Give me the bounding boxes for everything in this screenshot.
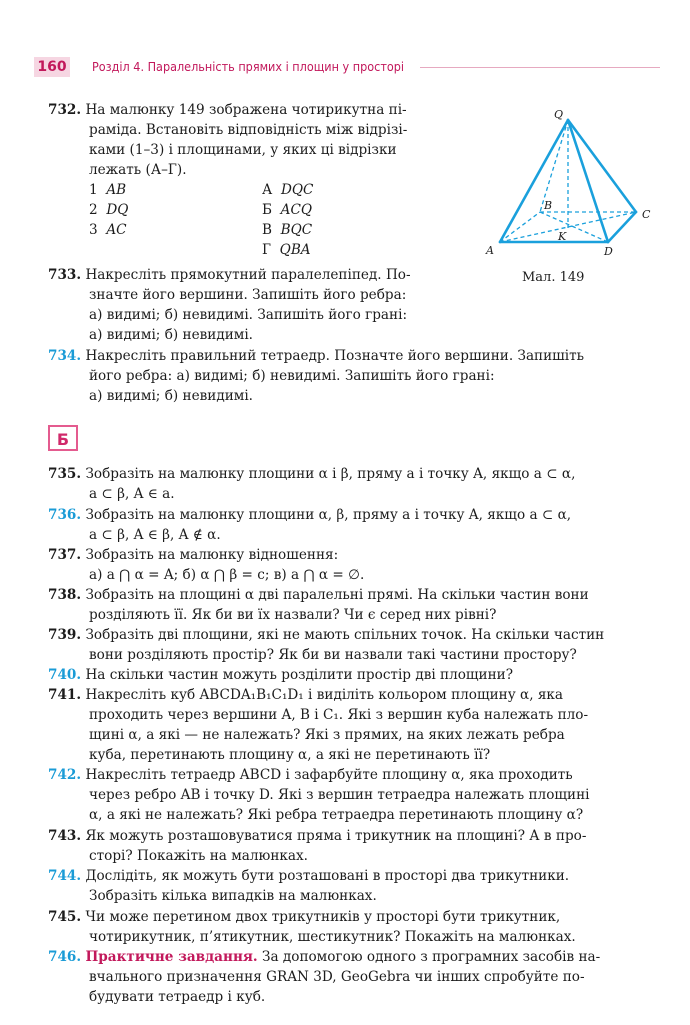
label-K: K: [558, 230, 567, 243]
match-left-2: [89, 200, 128, 220]
exercise-number: 741.: [48, 687, 82, 703]
text-line: a ⊂ β, A ∈ β, A ∉ α.: [89, 527, 221, 543]
edge-QC: [568, 120, 636, 212]
exercise-number: 732.: [48, 102, 82, 118]
text-line: чотирикутник, п’ятикутник, шестикутник? Покажіть на малюнках.: [89, 929, 576, 945]
text-line: значте його вершини. Запишіть його ребра:: [89, 287, 407, 303]
exercise-number: 746.: [48, 949, 82, 965]
edge-AB: [500, 212, 540, 242]
text-line: щині α, а які — не належать? Які з прямих, на яких лежать ребра: [89, 727, 565, 743]
running-title: Розділ 4. Паралельність прямих і площин у просторі: [92, 59, 405, 74]
label-Q: Q: [554, 108, 564, 121]
text-line: а) видимі; б) невидимі.: [89, 327, 253, 343]
exercise-733-line: [48, 265, 411, 285]
match-right-b: [262, 200, 312, 220]
segment: DQ: [106, 202, 129, 218]
text: Чи може перетином двох трикутників у просторі бути трикутник,: [85, 909, 561, 925]
text-line: a ⊂ β, A ∈ a.: [89, 486, 175, 502]
match-right-g: [262, 240, 311, 260]
exercise-732-line: [48, 100, 407, 120]
diagonal-BD: [540, 212, 608, 242]
exercise-number: 735.: [48, 466, 82, 482]
text: Як можуть розташовуватися пряма і трикутник на площині? А в про-: [85, 828, 587, 844]
text: Накресліть прямокутний паралелепіпед. По-: [85, 267, 411, 283]
exercise-743-line: [48, 826, 586, 846]
match-right-v: [262, 220, 312, 240]
figure-149: [478, 100, 668, 270]
text-line: куба, перетинають площину α, а які не перетинають її?: [89, 747, 491, 763]
practical-task-label: Практичне завдання.: [85, 949, 258, 965]
text-line: розділяють її. Як би ви їх назвали? Чи є серед них рівні?: [89, 607, 497, 623]
exercise-number: 739.: [48, 627, 82, 643]
exercise-number: 745.: [48, 909, 82, 925]
text-line: через ребро AB і точку D. Які з вершин тетраедра належать площині: [89, 787, 590, 803]
match-left-1: [89, 180, 126, 200]
edge-QD: [568, 120, 608, 242]
exercise-741-line: [48, 685, 563, 705]
text-line: лежать (А–Г).: [89, 162, 187, 178]
header-rule: [420, 67, 660, 68]
exercise-number: 743.: [48, 828, 82, 844]
exercise-number: 733.: [48, 267, 82, 283]
text: На скільки частин можуть розділити простір дві площини?: [85, 667, 514, 683]
match-left-3: [89, 220, 127, 240]
label: 3: [89, 222, 98, 238]
plane: QBA: [279, 242, 311, 258]
segment: AC: [106, 222, 127, 238]
text: Дослідіть, як можуть бути розташовані в просторі два трикутники.: [85, 868, 570, 884]
text: Зобразіть на площині α дві паралельні прямі. На скільки частин вони: [85, 587, 589, 603]
exercise-number: 737.: [48, 547, 82, 563]
text: На малюнку 149 зображена чотирикутна пі-: [85, 102, 407, 118]
exercise-number: 738.: [48, 587, 82, 603]
text: Накресліть тетраедр ABCD і зафарбуйте площину α, яка проходить: [85, 767, 573, 783]
text-line: а) a ⋂ α = A; б) α ⋂ β = c; в) a ⋂ α = ∅.: [89, 567, 365, 583]
text: Зобразіть на малюнку площини α, β, пряму a і точку A, якщо a ⊂ α,: [85, 507, 572, 523]
match-right-a: [262, 180, 313, 200]
exercise-number: 736.: [48, 507, 82, 523]
text: Зобразіть на малюнку площини α і β, пряму a і точку A, якщо a ⊂ α,: [85, 466, 576, 482]
page-header: [0, 57, 690, 79]
text-line: α, а які не належать? Які ребра тетраедра перетинають площину α?: [89, 807, 584, 823]
text-line: раміда. Встановіть відповідність між відрізі-: [89, 122, 408, 138]
exercise-734-line: [48, 346, 584, 366]
exercise-740-line: [48, 665, 513, 685]
figure-caption: Мал. 149: [522, 270, 585, 285]
exercise-735-line: [48, 464, 575, 484]
section-tag: Б: [48, 425, 78, 451]
text-line: а) видимі; б) невидимі. Запишіть його грані:: [89, 307, 408, 323]
exercise-number: 744.: [48, 868, 82, 884]
exercise-number: 734.: [48, 348, 82, 364]
exercise-744-line: [48, 866, 569, 886]
plane: DQC: [280, 182, 314, 198]
text-line: Зобразіть кілька випадків на малюнках.: [89, 888, 377, 904]
text-line: вони розділяють простір? Як би ви назвали такі частини простору?: [89, 647, 577, 663]
text: За допомогою одного з програмних засобів на-: [257, 949, 601, 965]
exercise-number: 742.: [48, 767, 82, 783]
label-B: B: [544, 199, 553, 212]
exercise-739-line: [48, 625, 604, 645]
pyramid-diagram: [478, 100, 668, 270]
text-line: сторі? Покажіть на малюнках.: [89, 848, 308, 864]
exercise-745-line: [48, 907, 560, 927]
label: А: [262, 182, 273, 198]
label-D: D: [604, 245, 613, 258]
text-line: вчального призначення GRAN 3D, GeoGebra чи інших спробуйте по-: [89, 969, 585, 985]
exercise-736-line: [48, 505, 571, 525]
page-number: 160: [34, 57, 70, 77]
exercise-737-line: [48, 545, 338, 565]
label-C: C: [642, 208, 651, 221]
text-line: його ребра: а) видимі; б) невидимі. Запишіть його грані:: [89, 368, 495, 384]
text-line: а) видимі; б) невидимі.: [89, 388, 253, 404]
text: Зобразіть на малюнку відношення:: [85, 547, 339, 563]
exercise-746-line: [48, 947, 600, 967]
label-A: A: [486, 244, 494, 257]
text-line: проходить через вершини A, B і C₁. Які з вершин куба належать пло-: [89, 707, 589, 723]
text: Зобразіть дві площини, які не мають спільних точок. На скільки частин: [85, 627, 605, 643]
plane: ACQ: [280, 202, 313, 218]
exercise-number: 740.: [48, 667, 82, 683]
text-line: ками (1–3) і площинами, у яких ці відрізки: [89, 142, 397, 158]
label: Б: [262, 202, 272, 218]
label: 2: [89, 202, 98, 218]
segment: AB: [106, 182, 127, 198]
label: В: [262, 222, 272, 238]
label: 1: [89, 182, 98, 198]
text: Накресліть правильний тетраедр. Позначте його вершини. Запишіть: [85, 348, 585, 364]
text: Накресліть куб ABCDA₁B₁C₁D₁ і виділіть кольором площину α, яка: [85, 687, 564, 703]
exercise-742-line: [48, 765, 573, 785]
edge-QA: [500, 120, 568, 242]
exercise-738-line: [48, 585, 589, 605]
text-line: будувати тетраедр і куб.: [89, 989, 266, 1005]
edge-DC: [608, 212, 636, 242]
label: Г: [262, 242, 272, 258]
plane: BQC: [280, 222, 313, 238]
